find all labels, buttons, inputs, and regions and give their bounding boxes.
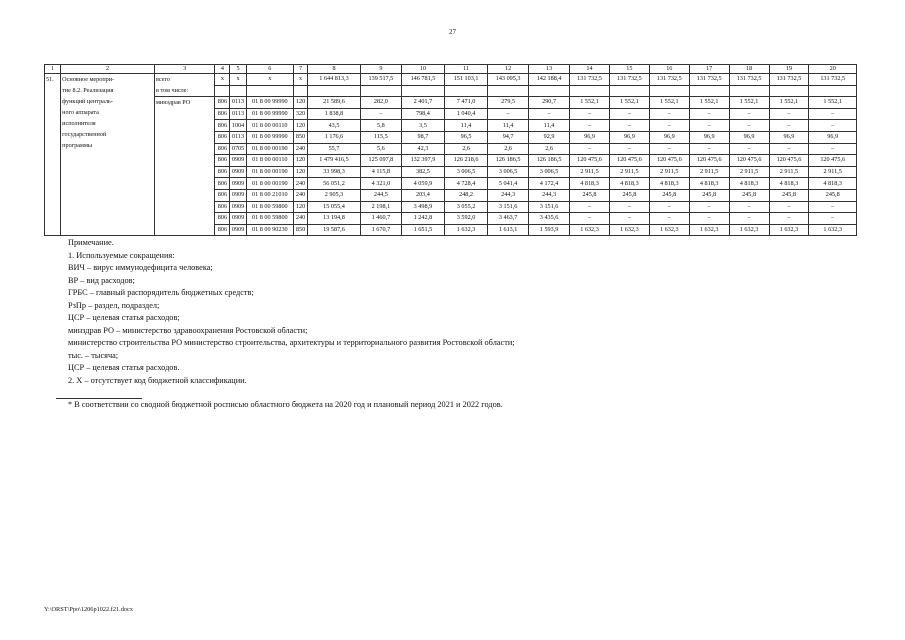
value-cell: – bbox=[649, 120, 689, 132]
code-cell: 806 bbox=[215, 155, 230, 167]
value-cell bbox=[570, 85, 610, 97]
code-cell: 01 8 00 90230 bbox=[246, 224, 293, 236]
executor-cell: в том числе: bbox=[154, 85, 214, 97]
code-cell: 0113 bbox=[230, 108, 246, 120]
value-cell: 248,2 bbox=[445, 189, 488, 201]
code-cell: 806 bbox=[215, 166, 230, 178]
header-cell: 9 bbox=[360, 65, 401, 74]
value-cell: 125 097,8 bbox=[360, 155, 401, 167]
value-cell: 131 732,5 bbox=[689, 74, 729, 86]
value-cell: – bbox=[769, 108, 809, 120]
value-cell: 4 172,4 bbox=[529, 178, 570, 190]
event-name-line: функций централь- bbox=[62, 98, 113, 105]
event-name-cell bbox=[61, 74, 155, 236]
value-cell: 245,8 bbox=[769, 189, 809, 201]
value-cell: – bbox=[689, 143, 729, 155]
ministry-cell: минздрав РО bbox=[154, 97, 214, 236]
event-name-line: программы bbox=[62, 142, 93, 149]
value-cell: 120 475,6 bbox=[769, 155, 809, 167]
code-cell: 01 8 00 99990 bbox=[246, 131, 293, 143]
value-cell: 11,4 bbox=[445, 120, 488, 132]
value-cell: 2 911,5 bbox=[769, 166, 809, 178]
code-cell: 806 bbox=[215, 224, 230, 236]
value-cell: 798,4 bbox=[401, 108, 444, 120]
value-cell: – bbox=[769, 143, 809, 155]
value-cell bbox=[445, 85, 488, 97]
code-cell: 806 bbox=[215, 213, 230, 225]
value-cell: 1 632,3 bbox=[570, 224, 610, 236]
value-cell bbox=[809, 85, 857, 97]
value-cell bbox=[729, 85, 769, 97]
note-line: 2. Х – отсутствует код бюджетной классификации. bbox=[68, 376, 247, 386]
value-cell: – bbox=[729, 143, 769, 155]
value-cell: – bbox=[809, 143, 857, 155]
note-line: ЦСР – целевая статья расходов. bbox=[68, 363, 180, 373]
code-cell: 0113 bbox=[230, 131, 246, 143]
code-cell: 850 bbox=[294, 131, 308, 143]
value-cell: 21 589,6 bbox=[308, 97, 361, 109]
code-cell: 120 bbox=[294, 201, 308, 213]
value-cell: 4 818,3 bbox=[649, 178, 689, 190]
code-cell: 0113 bbox=[230, 97, 246, 109]
header-cell: 17 bbox=[689, 65, 729, 74]
header-cell: 3 bbox=[154, 65, 214, 74]
value-cell: 98,7 bbox=[401, 131, 444, 143]
value-cell: 3,5 bbox=[401, 120, 444, 132]
code-cell: 806 bbox=[215, 97, 230, 109]
value-cell: 4 818,3 bbox=[729, 178, 769, 190]
value-cell: 4 818,3 bbox=[570, 178, 610, 190]
value-cell: 55,7 bbox=[308, 143, 361, 155]
entry-number-cell: 51. bbox=[45, 74, 61, 236]
value-cell: 245,8 bbox=[729, 189, 769, 201]
value-cell: 1 242,8 bbox=[401, 213, 444, 225]
code-cell: 01 8 00 00110 bbox=[246, 120, 293, 132]
note-line: РзПр – раздел, подраздел; bbox=[68, 300, 160, 310]
value-cell: 131 732,5 bbox=[570, 74, 610, 86]
footnote-divider bbox=[56, 398, 142, 399]
value-cell: 3 006,5 bbox=[488, 166, 529, 178]
note-line: минздрав РО – министерство здравоохранения Ростовской области; bbox=[68, 325, 308, 335]
value-cell: – bbox=[570, 108, 610, 120]
value-cell: – bbox=[609, 108, 649, 120]
value-cell: 2 198,1 bbox=[360, 201, 401, 213]
value-cell bbox=[488, 85, 529, 97]
value-cell: 139 517,5 bbox=[360, 74, 401, 86]
notes-block bbox=[68, 237, 515, 388]
value-cell: 4 818,3 bbox=[609, 178, 649, 190]
table-header-row bbox=[45, 65, 857, 74]
event-name-line: исполнителя bbox=[62, 120, 96, 127]
value-cell: 3 006,5 bbox=[445, 166, 488, 178]
value-cell: 290,7 bbox=[529, 97, 570, 109]
value-cell: 4 115,8 bbox=[360, 166, 401, 178]
value-cell: 1 838,8 bbox=[308, 108, 361, 120]
header-cell: 16 bbox=[649, 65, 689, 74]
note-line: министерство строительства РО министерство строительства, архитектуры и территориального развития Ростовской области; bbox=[68, 338, 515, 348]
value-cell: 92,9 bbox=[529, 131, 570, 143]
value-cell: 1 479 416,5 bbox=[308, 155, 361, 167]
value-cell: 131 732,5 bbox=[649, 74, 689, 86]
value-cell: 244,3 bbox=[488, 189, 529, 201]
header-cell: 15 bbox=[609, 65, 649, 74]
value-cell: – bbox=[488, 108, 529, 120]
note-line: ВР – вид расходов; bbox=[68, 275, 135, 285]
code-cell bbox=[215, 85, 230, 97]
note-line: Примечание. bbox=[68, 238, 114, 247]
code-cell: 01 8 00 59800 bbox=[246, 201, 293, 213]
value-cell: 1 460,7 bbox=[360, 213, 401, 225]
value-cell: 1 632,3 bbox=[445, 224, 488, 236]
value-cell: – bbox=[809, 213, 857, 225]
code-cell: 320 bbox=[294, 108, 308, 120]
value-cell: 1 552,1 bbox=[570, 97, 610, 109]
value-cell: 245,8 bbox=[809, 189, 857, 201]
header-cell: 11 bbox=[445, 65, 488, 74]
value-cell bbox=[609, 85, 649, 97]
value-cell: 56 051,2 bbox=[308, 178, 361, 190]
value-cell: 43,5 bbox=[308, 120, 361, 132]
value-cell: 11,4 bbox=[488, 120, 529, 132]
value-cell: 131 732,5 bbox=[769, 74, 809, 86]
value-cell: 7 471,0 bbox=[445, 97, 488, 109]
value-cell: 131 732,5 bbox=[609, 74, 649, 86]
value-cell: – bbox=[729, 201, 769, 213]
code-cell: x bbox=[215, 74, 230, 86]
value-cell: 245,8 bbox=[649, 189, 689, 201]
value-cell: 2 905,3 bbox=[308, 189, 361, 201]
value-cell: 1 651,5 bbox=[401, 224, 444, 236]
value-cell: 3 006,5 bbox=[529, 166, 570, 178]
value-cell: 3 151,6 bbox=[488, 201, 529, 213]
value-cell: – bbox=[609, 143, 649, 155]
header-cell: 8 bbox=[308, 65, 361, 74]
event-name-line: ного аппарата bbox=[62, 109, 99, 116]
note-line: 1. Используемые сокращения: bbox=[68, 250, 175, 260]
code-cell: 01 8 00 00190 bbox=[246, 143, 293, 155]
code-cell: 806 bbox=[215, 108, 230, 120]
value-cell bbox=[401, 85, 444, 97]
value-cell: 96,9 bbox=[769, 131, 809, 143]
event-name-line: государственной bbox=[62, 131, 107, 138]
value-cell: – bbox=[769, 201, 809, 213]
code-cell: 0909 bbox=[230, 224, 246, 236]
value-cell: 203,4 bbox=[401, 189, 444, 201]
value-cell: – bbox=[570, 120, 610, 132]
code-cell: 240 bbox=[294, 213, 308, 225]
value-cell: 1 644 813,3 bbox=[308, 74, 361, 86]
code-cell: 806 bbox=[215, 178, 230, 190]
value-cell: – bbox=[809, 108, 857, 120]
value-cell: 1 552,1 bbox=[609, 97, 649, 109]
note-line: ЦСР – целевая статья расходов; bbox=[68, 313, 180, 323]
value-cell: 2 911,5 bbox=[809, 166, 857, 178]
value-cell: 42,3 bbox=[401, 143, 444, 155]
value-cell: 146 781,5 bbox=[401, 74, 444, 86]
header-cell: 4 bbox=[215, 65, 230, 74]
value-cell: 142 188,4 bbox=[529, 74, 570, 86]
value-cell: 2 911,5 bbox=[729, 166, 769, 178]
code-cell: 1004 bbox=[230, 120, 246, 132]
value-cell: 120 475,6 bbox=[809, 155, 857, 167]
header-cell: 18 bbox=[729, 65, 769, 74]
value-cell: 1 176,6 bbox=[308, 131, 361, 143]
code-cell bbox=[230, 85, 246, 97]
budget-table bbox=[44, 64, 857, 236]
value-cell: 96,9 bbox=[609, 131, 649, 143]
value-cell: 96,9 bbox=[649, 131, 689, 143]
value-cell: 2 911,5 bbox=[649, 166, 689, 178]
table-row bbox=[45, 85, 857, 97]
value-cell: 382,5 bbox=[401, 166, 444, 178]
note-line: ГРБС – главный распорядитель бюджетных средств; bbox=[68, 288, 254, 298]
value-cell: 2 911,5 bbox=[609, 166, 649, 178]
value-cell bbox=[649, 85, 689, 97]
value-cell: 115,5 bbox=[360, 131, 401, 143]
value-cell: – bbox=[570, 201, 610, 213]
value-cell: 131 732,5 bbox=[809, 74, 857, 86]
value-cell: 244,5 bbox=[360, 189, 401, 201]
code-cell: 806 bbox=[215, 120, 230, 132]
value-cell bbox=[360, 85, 401, 97]
code-cell: 0909 bbox=[230, 201, 246, 213]
value-cell: 3 055,2 bbox=[445, 201, 488, 213]
code-cell: 01 8 00 99990 bbox=[246, 97, 293, 109]
code-cell: 240 bbox=[294, 189, 308, 201]
value-cell: – bbox=[689, 108, 729, 120]
code-cell: 0909 bbox=[230, 178, 246, 190]
value-cell: 96,9 bbox=[570, 131, 610, 143]
value-cell: 120 475,6 bbox=[649, 155, 689, 167]
value-cell: 15 055,4 bbox=[308, 201, 361, 213]
code-cell: x bbox=[294, 74, 308, 86]
value-cell: 13 194,8 bbox=[308, 213, 361, 225]
value-cell: 282,0 bbox=[360, 97, 401, 109]
code-cell: 0705 bbox=[230, 143, 246, 155]
code-cell: x bbox=[230, 74, 246, 86]
code-cell: 806 bbox=[215, 189, 230, 201]
code-cell: 120 bbox=[294, 166, 308, 178]
value-cell: 2,6 bbox=[488, 143, 529, 155]
code-cell: x bbox=[246, 74, 293, 86]
value-cell: – bbox=[649, 143, 689, 155]
value-cell bbox=[689, 85, 729, 97]
value-cell: 96,9 bbox=[689, 131, 729, 143]
note-line: ВИЧ – вирус иммунодефицита человека; bbox=[68, 263, 213, 273]
code-cell: 120 bbox=[294, 97, 308, 109]
value-cell: 131 732,5 bbox=[729, 74, 769, 86]
header-cell: 12 bbox=[488, 65, 529, 74]
value-cell: 4 818,3 bbox=[689, 178, 729, 190]
value-cell: 120 475,6 bbox=[570, 155, 610, 167]
code-cell bbox=[246, 85, 293, 97]
value-cell: 2 911,5 bbox=[570, 166, 610, 178]
code-cell: 120 bbox=[294, 155, 308, 167]
value-cell: – bbox=[570, 143, 610, 155]
value-cell: 126 186,5 bbox=[529, 155, 570, 167]
code-cell: 01 8 00 99990 bbox=[246, 108, 293, 120]
value-cell: 33 998,3 bbox=[308, 166, 361, 178]
value-cell: 3 592,0 bbox=[445, 213, 488, 225]
code-cell: 806 bbox=[215, 143, 230, 155]
code-cell: 240 bbox=[294, 178, 308, 190]
value-cell: 1 632,3 bbox=[649, 224, 689, 236]
value-cell: 4 728,4 bbox=[445, 178, 488, 190]
value-cell: 11,4 bbox=[529, 120, 570, 132]
value-cell: 5 041,4 bbox=[488, 178, 529, 190]
value-cell: 244,3 bbox=[529, 189, 570, 201]
code-cell: 01 8 00 21010 bbox=[246, 189, 293, 201]
header-cell: 7 bbox=[294, 65, 308, 74]
value-cell bbox=[529, 85, 570, 97]
value-cell: – bbox=[529, 108, 570, 120]
note-line: тыс. – тысяча; bbox=[68, 350, 119, 360]
header-cell: 10 bbox=[401, 65, 444, 74]
value-cell: 120 475,6 bbox=[609, 155, 649, 167]
code-cell: 01 8 00 00110 bbox=[246, 155, 293, 167]
value-cell: 94,7 bbox=[488, 131, 529, 143]
code-cell: 120 bbox=[294, 120, 308, 132]
value-cell: – bbox=[570, 213, 610, 225]
value-cell: – bbox=[649, 108, 689, 120]
event-name-line: Основное меропри- bbox=[62, 76, 115, 83]
code-cell bbox=[294, 85, 308, 97]
value-cell: 1 040,4 bbox=[445, 108, 488, 120]
value-cell: – bbox=[649, 201, 689, 213]
value-cell: 5,6 bbox=[360, 143, 401, 155]
value-cell: 1 670,7 bbox=[360, 224, 401, 236]
header-cell: 13 bbox=[529, 65, 570, 74]
value-cell: 4 818,3 bbox=[769, 178, 809, 190]
value-cell: – bbox=[649, 213, 689, 225]
value-cell: 143 095,3 bbox=[488, 74, 529, 86]
value-cell: 1 552,1 bbox=[649, 97, 689, 109]
value-cell: 4 818,3 bbox=[809, 178, 857, 190]
code-cell: 01 8 00 59800 bbox=[246, 213, 293, 225]
value-cell: – bbox=[689, 213, 729, 225]
value-cell: 120 475,6 bbox=[689, 155, 729, 167]
value-cell: 4 059,9 bbox=[401, 178, 444, 190]
value-cell: 245,8 bbox=[570, 189, 610, 201]
header-cell: 14 bbox=[570, 65, 610, 74]
value-cell: 279,5 bbox=[488, 97, 529, 109]
value-cell: 3 435,6 bbox=[529, 213, 570, 225]
value-cell: – bbox=[689, 120, 729, 132]
value-cell: – bbox=[729, 108, 769, 120]
value-cell: 3 151,6 bbox=[529, 201, 570, 213]
value-cell bbox=[769, 85, 809, 97]
value-cell: 1 552,1 bbox=[729, 97, 769, 109]
value-cell bbox=[308, 85, 361, 97]
footnote: * В соответствии со сводной бюджетной росписью областного бюджета на 2020 год и плановый период 2021 и 2022 годов. bbox=[68, 400, 503, 409]
file-path: Y:\ORST\Ppo\1206p1022.f21.docx bbox=[44, 606, 133, 613]
code-cell: 0909 bbox=[230, 189, 246, 201]
value-cell: – bbox=[609, 120, 649, 132]
value-cell: 1 632,3 bbox=[729, 224, 769, 236]
value-cell: – bbox=[809, 201, 857, 213]
header-cell: 19 bbox=[769, 65, 809, 74]
value-cell: 1 593,9 bbox=[529, 224, 570, 236]
value-cell: 2,6 bbox=[529, 143, 570, 155]
value-cell: 132 397,9 bbox=[401, 155, 444, 167]
value-cell: 1 632,3 bbox=[689, 224, 729, 236]
header-cell: 5 bbox=[230, 65, 246, 74]
page-number: 27 bbox=[449, 28, 456, 36]
code-cell: 01 8 00 00190 bbox=[246, 166, 293, 178]
value-cell: 4 321,0 bbox=[360, 178, 401, 190]
value-cell: 96,9 bbox=[729, 131, 769, 143]
header-cell: 2 bbox=[61, 65, 155, 74]
value-cell: 5,8 bbox=[360, 120, 401, 132]
header-cell: 6 bbox=[246, 65, 293, 74]
value-cell: 245,8 bbox=[609, 189, 649, 201]
table-row bbox=[45, 74, 857, 86]
value-cell: – bbox=[609, 213, 649, 225]
code-cell: 0909 bbox=[230, 155, 246, 167]
value-cell: – bbox=[729, 120, 769, 132]
value-cell: 126 186,5 bbox=[488, 155, 529, 167]
executor-cell: всего bbox=[154, 74, 214, 86]
value-cell: – bbox=[809, 120, 857, 132]
value-cell: 3 463,7 bbox=[488, 213, 529, 225]
value-cell: – bbox=[609, 201, 649, 213]
value-cell: – bbox=[769, 213, 809, 225]
value-cell: 96,9 bbox=[809, 131, 857, 143]
value-cell: 2 911,5 bbox=[689, 166, 729, 178]
value-cell: – bbox=[769, 120, 809, 132]
value-cell: 1 613,1 bbox=[488, 224, 529, 236]
code-cell: 0909 bbox=[230, 213, 246, 225]
value-cell: 2 401,7 bbox=[401, 97, 444, 109]
code-cell: 0909 bbox=[230, 166, 246, 178]
value-cell: 1 552,1 bbox=[769, 97, 809, 109]
code-cell: 806 bbox=[215, 201, 230, 213]
event-name-line: тие 8.2. Реализация bbox=[62, 87, 114, 94]
value-cell: – bbox=[689, 201, 729, 213]
header-cell: 1 bbox=[45, 65, 61, 74]
value-cell: 1 632,3 bbox=[769, 224, 809, 236]
code-cell: 240 bbox=[294, 143, 308, 155]
value-cell: 2,6 bbox=[445, 143, 488, 155]
code-cell: 01 8 00 00190 bbox=[246, 178, 293, 190]
value-cell: 19 587,6 bbox=[308, 224, 361, 236]
value-cell: 3 498,9 bbox=[401, 201, 444, 213]
table-row bbox=[45, 97, 857, 109]
value-cell: – bbox=[729, 213, 769, 225]
value-cell: 1 552,1 bbox=[689, 97, 729, 109]
value-cell: 96,5 bbox=[445, 131, 488, 143]
value-cell: 120 475,6 bbox=[729, 155, 769, 167]
value-cell: 151 103,1 bbox=[445, 74, 488, 86]
value-cell: 1 632,3 bbox=[809, 224, 857, 236]
value-cell: – bbox=[360, 108, 401, 120]
code-cell: 850 bbox=[294, 224, 308, 236]
header-cell: 20 bbox=[809, 65, 857, 74]
value-cell: 1 552,1 bbox=[809, 97, 857, 109]
value-cell: 126 218,6 bbox=[445, 155, 488, 167]
value-cell: 245,8 bbox=[689, 189, 729, 201]
value-cell: 1 632,3 bbox=[609, 224, 649, 236]
code-cell: 806 bbox=[215, 131, 230, 143]
